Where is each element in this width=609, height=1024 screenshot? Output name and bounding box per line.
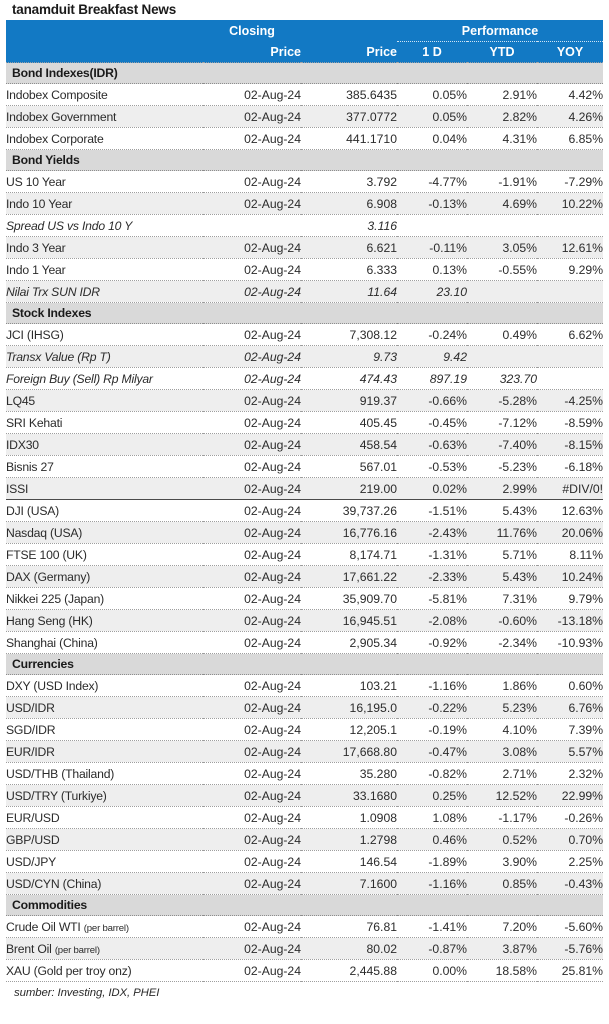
table-row bbox=[6, 566, 603, 588]
table-row bbox=[6, 412, 603, 434]
row-yoy: -6.18% bbox=[537, 456, 603, 478]
section-header-row bbox=[6, 654, 603, 675]
row-yoy: 4.26% bbox=[537, 106, 603, 128]
header-performance: Performance bbox=[397, 20, 603, 42]
header-1d: 1 D bbox=[397, 42, 467, 63]
table-row bbox=[6, 960, 603, 982]
row-label: USD/TRY (Turkiye) bbox=[6, 785, 203, 807]
market-data-table bbox=[6, 20, 603, 982]
row-yoy: 7.39% bbox=[537, 719, 603, 741]
row-label: DXY (USD Index) bbox=[6, 675, 203, 697]
header-row-top bbox=[6, 20, 603, 42]
row-1d: 897.19 bbox=[397, 368, 467, 390]
row-1d: 9.42 bbox=[397, 346, 467, 368]
row-1d: -0.63% bbox=[397, 434, 467, 456]
row-price: 3.792 bbox=[301, 171, 397, 193]
row-price: 146.54 bbox=[301, 851, 397, 873]
row-ytd: 4.69% bbox=[467, 193, 537, 215]
table-row bbox=[6, 84, 603, 106]
table-row bbox=[6, 522, 603, 544]
row-date: 02-Aug-24 bbox=[203, 675, 301, 697]
row-price: 2,445.88 bbox=[301, 960, 397, 982]
row-price: 35,909.70 bbox=[301, 588, 397, 610]
table-row bbox=[6, 390, 603, 412]
row-ytd: 2.71% bbox=[467, 763, 537, 785]
row-ytd: 7.31% bbox=[467, 588, 537, 610]
row-ytd: 0.49% bbox=[467, 324, 537, 346]
row-label bbox=[6, 916, 203, 938]
row-label: USD/IDR bbox=[6, 697, 203, 719]
row-ytd: 0.85% bbox=[467, 873, 537, 895]
row-label: IDX30 bbox=[6, 434, 203, 456]
row-yoy: 6.62% bbox=[537, 324, 603, 346]
row-label bbox=[6, 938, 203, 960]
row-ytd: -1.17% bbox=[467, 807, 537, 829]
page-title: tanamduit Breakfast News bbox=[12, 2, 177, 17]
row-ytd: -5.23% bbox=[467, 456, 537, 478]
table-row bbox=[6, 259, 603, 281]
row-label: DAX (Germany) bbox=[6, 566, 203, 588]
row-label: JCI (IHSG) bbox=[6, 324, 203, 346]
row-ytd: 323.70 bbox=[467, 368, 537, 390]
table-row bbox=[6, 106, 603, 128]
row-date: 02-Aug-24 bbox=[203, 478, 301, 500]
row-price: 7,308.12 bbox=[301, 324, 397, 346]
row-1d: 0.05% bbox=[397, 106, 467, 128]
row-yoy: 6.76% bbox=[537, 697, 603, 719]
row-1d: -1.89% bbox=[397, 851, 467, 873]
row-date: 02-Aug-24 bbox=[203, 588, 301, 610]
table-row bbox=[6, 588, 603, 610]
row-1d: -4.77% bbox=[397, 171, 467, 193]
table-row bbox=[6, 171, 603, 193]
row-yoy: 12.63% bbox=[537, 500, 603, 522]
row-label: Indobex Government bbox=[6, 106, 203, 128]
row-1d: -0.53% bbox=[397, 456, 467, 478]
row-yoy: -8.59% bbox=[537, 412, 603, 434]
row-price: 35.280 bbox=[301, 763, 397, 785]
row-yoy: 0.70% bbox=[537, 829, 603, 851]
row-yoy: -10.93% bbox=[537, 632, 603, 654]
row-date: 02-Aug-24 bbox=[203, 785, 301, 807]
row-date: 02-Aug-24 bbox=[203, 873, 301, 895]
table-row bbox=[6, 873, 603, 895]
row-1d: 23.10 bbox=[397, 281, 467, 303]
row-1d: -0.13% bbox=[397, 193, 467, 215]
row-date: 02-Aug-24 bbox=[203, 851, 301, 873]
row-label: Indo 3 Year bbox=[6, 237, 203, 259]
table-row bbox=[6, 346, 603, 368]
row-date: 02-Aug-24 bbox=[203, 281, 301, 303]
row-price: 474.43 bbox=[301, 368, 397, 390]
table-row bbox=[6, 741, 603, 763]
table-row bbox=[6, 785, 603, 807]
row-label: SRI Kehati bbox=[6, 412, 203, 434]
table-row bbox=[6, 478, 603, 500]
row-label: DJI (USA) bbox=[6, 500, 203, 522]
row-label: Nikkei 225 (Japan) bbox=[6, 588, 203, 610]
table-row bbox=[6, 456, 603, 478]
row-yoy bbox=[537, 346, 603, 368]
row-price: 385.6435 bbox=[301, 84, 397, 106]
row-1d: -0.24% bbox=[397, 324, 467, 346]
table-row bbox=[6, 544, 603, 566]
row-ytd bbox=[467, 215, 537, 237]
row-date: 02-Aug-24 bbox=[203, 566, 301, 588]
row-ytd: -0.55% bbox=[467, 259, 537, 281]
row-1d: -1.31% bbox=[397, 544, 467, 566]
row-price: 33.1680 bbox=[301, 785, 397, 807]
header-row-bottom bbox=[6, 42, 603, 63]
row-price: 16,776.16 bbox=[301, 522, 397, 544]
row-ytd bbox=[467, 346, 537, 368]
row-price: 377.0772 bbox=[301, 106, 397, 128]
row-ytd: -1.91% bbox=[467, 171, 537, 193]
row-date: 02-Aug-24 bbox=[203, 763, 301, 785]
row-label: Bisnis 27 bbox=[6, 456, 203, 478]
row-label: Nasdaq (USA) bbox=[6, 522, 203, 544]
row-date: 02-Aug-24 bbox=[203, 84, 301, 106]
row-date bbox=[203, 215, 301, 237]
row-1d: 0.13% bbox=[397, 259, 467, 281]
row-label: GBP/USD bbox=[6, 829, 203, 851]
row-price: 17,661.22 bbox=[301, 566, 397, 588]
row-1d: -0.66% bbox=[397, 390, 467, 412]
row-1d: -0.22% bbox=[397, 697, 467, 719]
row-yoy: 8.11% bbox=[537, 544, 603, 566]
row-label: SGD/IDR bbox=[6, 719, 203, 741]
row-1d: -1.16% bbox=[397, 675, 467, 697]
table-row bbox=[6, 719, 603, 741]
row-yoy: 2.25% bbox=[537, 851, 603, 873]
row-1d bbox=[397, 215, 467, 237]
row-price: 9.73 bbox=[301, 346, 397, 368]
section-title: Stock Indexes bbox=[6, 303, 603, 324]
section-title: Currencies bbox=[6, 654, 603, 675]
row-1d: 0.02% bbox=[397, 478, 467, 500]
row-date: 02-Aug-24 bbox=[203, 106, 301, 128]
table-row bbox=[6, 675, 603, 697]
table-row bbox=[6, 829, 603, 851]
row-date: 02-Aug-24 bbox=[203, 960, 301, 982]
row-yoy: -0.26% bbox=[537, 807, 603, 829]
row-price: 458.54 bbox=[301, 434, 397, 456]
section-title: Bond Yields bbox=[6, 150, 603, 171]
row-label: FTSE 100 (UK) bbox=[6, 544, 203, 566]
row-price: 11.64 bbox=[301, 281, 397, 303]
row-date: 02-Aug-24 bbox=[203, 390, 301, 412]
row-yoy: 20.06% bbox=[537, 522, 603, 544]
row-ytd: 4.10% bbox=[467, 719, 537, 741]
row-yoy: 9.79% bbox=[537, 588, 603, 610]
row-date: 02-Aug-24 bbox=[203, 346, 301, 368]
header-blank bbox=[6, 20, 203, 42]
row-yoy: -13.18% bbox=[537, 610, 603, 632]
row-1d: -0.11% bbox=[397, 237, 467, 259]
header-blank-2 bbox=[301, 20, 397, 42]
row-date: 02-Aug-24 bbox=[203, 171, 301, 193]
row-price: 2,905.34 bbox=[301, 632, 397, 654]
row-label: Spread US vs Indo 10 Y bbox=[6, 215, 203, 237]
row-ytd: -7.12% bbox=[467, 412, 537, 434]
row-1d: -0.45% bbox=[397, 412, 467, 434]
row-date: 02-Aug-24 bbox=[203, 938, 301, 960]
row-yoy: -4.25% bbox=[537, 390, 603, 412]
row-ytd: 12.52% bbox=[467, 785, 537, 807]
row-label: USD/THB (Thailand) bbox=[6, 763, 203, 785]
row-1d: -5.81% bbox=[397, 588, 467, 610]
table-row bbox=[6, 697, 603, 719]
row-yoy: 4.42% bbox=[537, 84, 603, 106]
row-1d: 0.05% bbox=[397, 84, 467, 106]
section-title: Commodities bbox=[6, 895, 603, 916]
row-yoy: 9.29% bbox=[537, 259, 603, 281]
row-1d: -1.41% bbox=[397, 916, 467, 938]
header-closing: Closing bbox=[203, 20, 301, 42]
row-label: EUR/USD bbox=[6, 807, 203, 829]
row-label: US 10 Year bbox=[6, 171, 203, 193]
row-price: 405.45 bbox=[301, 412, 397, 434]
row-date: 02-Aug-24 bbox=[203, 697, 301, 719]
row-yoy: 10.22% bbox=[537, 193, 603, 215]
table-row bbox=[6, 324, 603, 346]
row-label: XAU (Gold per troy onz) bbox=[6, 960, 203, 982]
row-ytd: -2.34% bbox=[467, 632, 537, 654]
row-yoy: 0.60% bbox=[537, 675, 603, 697]
table-body bbox=[6, 63, 603, 982]
row-label: Indo 10 Year bbox=[6, 193, 203, 215]
row-yoy: 12.61% bbox=[537, 237, 603, 259]
row-price: 39,737.26 bbox=[301, 500, 397, 522]
row-1d: 0.25% bbox=[397, 785, 467, 807]
row-price: 6.908 bbox=[301, 193, 397, 215]
table-row bbox=[6, 807, 603, 829]
row-price: 12,205.1 bbox=[301, 719, 397, 741]
row-ytd: 0.52% bbox=[467, 829, 537, 851]
row-date: 02-Aug-24 bbox=[203, 412, 301, 434]
row-1d: -1.51% bbox=[397, 500, 467, 522]
row-yoy: -7.29% bbox=[537, 171, 603, 193]
row-label-main: Crude Oil WTI bbox=[6, 919, 84, 934]
table-row bbox=[6, 237, 603, 259]
row-label: USD/CYN (China) bbox=[6, 873, 203, 895]
row-price: 7.1600 bbox=[301, 873, 397, 895]
row-price: 16,195.0 bbox=[301, 697, 397, 719]
section-title: Bond Indexes(IDR) bbox=[6, 63, 603, 84]
source-note: sumber: Investing, IDX, PHEI bbox=[14, 987, 160, 999]
row-date: 02-Aug-24 bbox=[203, 259, 301, 281]
row-ytd bbox=[467, 281, 537, 303]
row-price: 919.37 bbox=[301, 390, 397, 412]
row-1d: -1.16% bbox=[397, 873, 467, 895]
row-yoy bbox=[537, 368, 603, 390]
table-row bbox=[6, 938, 603, 960]
row-date: 02-Aug-24 bbox=[203, 193, 301, 215]
table-row bbox=[6, 215, 603, 237]
row-date: 02-Aug-24 bbox=[203, 807, 301, 829]
row-yoy: -0.43% bbox=[537, 873, 603, 895]
row-date: 02-Aug-24 bbox=[203, 544, 301, 566]
table-row bbox=[6, 610, 603, 632]
row-label: Indo 1 Year bbox=[6, 259, 203, 281]
row-date: 02-Aug-24 bbox=[203, 237, 301, 259]
row-label: ISSI bbox=[6, 478, 203, 500]
table-header bbox=[6, 20, 603, 63]
row-yoy: 6.85% bbox=[537, 128, 603, 150]
table-row bbox=[6, 368, 603, 390]
row-date: 02-Aug-24 bbox=[203, 456, 301, 478]
row-1d: -0.92% bbox=[397, 632, 467, 654]
row-price: 80.02 bbox=[301, 938, 397, 960]
row-price: 567.01 bbox=[301, 456, 397, 478]
header-yoy: YOY bbox=[537, 42, 603, 63]
row-price: 219.00 bbox=[301, 478, 397, 500]
row-ytd: 5.43% bbox=[467, 500, 537, 522]
header-date-price: Price bbox=[203, 42, 301, 63]
row-price: 1.0908 bbox=[301, 807, 397, 829]
row-price: 1.2798 bbox=[301, 829, 397, 851]
row-ytd: 3.90% bbox=[467, 851, 537, 873]
row-1d: 0.46% bbox=[397, 829, 467, 851]
row-yoy: -8.15% bbox=[537, 434, 603, 456]
row-label: Indobex Composite bbox=[6, 84, 203, 106]
row-ytd: 3.08% bbox=[467, 741, 537, 763]
row-price: 16,945.51 bbox=[301, 610, 397, 632]
header-blank-3 bbox=[6, 42, 203, 63]
section-header-row bbox=[6, 63, 603, 84]
row-date: 02-Aug-24 bbox=[203, 128, 301, 150]
row-ytd: -7.40% bbox=[467, 434, 537, 456]
row-yoy: 5.57% bbox=[537, 741, 603, 763]
table-row bbox=[6, 434, 603, 456]
row-price: 3.116 bbox=[301, 215, 397, 237]
row-label-main: Brent Oil bbox=[6, 941, 55, 956]
table-row bbox=[6, 193, 603, 215]
row-label-unit: (per barrel) bbox=[54, 944, 100, 956]
row-label: Hang Seng (HK) bbox=[6, 610, 203, 632]
row-date: 02-Aug-24 bbox=[203, 916, 301, 938]
row-price: 6.333 bbox=[301, 259, 397, 281]
row-yoy: 10.24% bbox=[537, 566, 603, 588]
row-price: 103.21 bbox=[301, 675, 397, 697]
row-date: 02-Aug-24 bbox=[203, 522, 301, 544]
row-ytd: 1.86% bbox=[467, 675, 537, 697]
row-label: LQ45 bbox=[6, 390, 203, 412]
section-header-row bbox=[6, 895, 603, 916]
row-date: 02-Aug-24 bbox=[203, 324, 301, 346]
row-price: 8,174.71 bbox=[301, 544, 397, 566]
row-label: Foreign Buy (Sell) Rp Milyar bbox=[6, 368, 203, 390]
row-1d: 0.04% bbox=[397, 128, 467, 150]
row-ytd: 3.87% bbox=[467, 938, 537, 960]
row-label-unit: (per barrel) bbox=[83, 922, 129, 934]
table-row bbox=[6, 763, 603, 785]
table-row bbox=[6, 632, 603, 654]
section-header-row bbox=[6, 150, 603, 171]
row-date: 02-Aug-24 bbox=[203, 610, 301, 632]
header-price: Price bbox=[301, 42, 397, 63]
section-header-row bbox=[6, 303, 603, 324]
row-date: 02-Aug-24 bbox=[203, 829, 301, 851]
row-ytd: -0.60% bbox=[467, 610, 537, 632]
row-date: 02-Aug-24 bbox=[203, 632, 301, 654]
table-row bbox=[6, 500, 603, 522]
row-ytd: 5.71% bbox=[467, 544, 537, 566]
row-label: Transx Value (Rp T) bbox=[6, 346, 203, 368]
row-price: 441.1710 bbox=[301, 128, 397, 150]
row-label: USD/JPY bbox=[6, 851, 203, 873]
row-ytd: 3.05% bbox=[467, 237, 537, 259]
row-ytd: 18.58% bbox=[467, 960, 537, 982]
row-yoy: #DIV/0! bbox=[537, 478, 603, 500]
row-1d: -2.33% bbox=[397, 566, 467, 588]
row-date: 02-Aug-24 bbox=[203, 434, 301, 456]
row-label: Nilai Trx SUN IDR bbox=[6, 281, 203, 303]
row-yoy: 22.99% bbox=[537, 785, 603, 807]
row-1d: -0.47% bbox=[397, 741, 467, 763]
row-ytd: 5.23% bbox=[467, 697, 537, 719]
row-ytd: 2.91% bbox=[467, 84, 537, 106]
row-1d: 1.08% bbox=[397, 807, 467, 829]
row-yoy: 2.32% bbox=[537, 763, 603, 785]
row-1d: -2.08% bbox=[397, 610, 467, 632]
row-ytd: 2.99% bbox=[467, 478, 537, 500]
row-label: Indobex Corporate bbox=[6, 128, 203, 150]
row-ytd: 7.20% bbox=[467, 916, 537, 938]
table-row bbox=[6, 916, 603, 938]
row-date: 02-Aug-24 bbox=[203, 741, 301, 763]
header-ytd: YTD bbox=[467, 42, 537, 63]
row-price: 6.621 bbox=[301, 237, 397, 259]
row-1d: -0.19% bbox=[397, 719, 467, 741]
row-yoy: 25.81% bbox=[537, 960, 603, 982]
table-row bbox=[6, 281, 603, 303]
row-price: 17,668.80 bbox=[301, 741, 397, 763]
row-ytd: 4.31% bbox=[467, 128, 537, 150]
row-1d: -0.87% bbox=[397, 938, 467, 960]
row-ytd: 5.43% bbox=[467, 566, 537, 588]
table-row bbox=[6, 128, 603, 150]
row-price: 76.81 bbox=[301, 916, 397, 938]
row-date: 02-Aug-24 bbox=[203, 500, 301, 522]
row-1d: -0.82% bbox=[397, 763, 467, 785]
row-date: 02-Aug-24 bbox=[203, 719, 301, 741]
row-date: 02-Aug-24 bbox=[203, 368, 301, 390]
row-ytd: -5.28% bbox=[467, 390, 537, 412]
row-yoy: -5.76% bbox=[537, 938, 603, 960]
row-yoy: -5.60% bbox=[537, 916, 603, 938]
row-1d: 0.00% bbox=[397, 960, 467, 982]
row-yoy bbox=[537, 215, 603, 237]
row-label: Shanghai (China) bbox=[6, 632, 203, 654]
row-ytd: 11.76% bbox=[467, 522, 537, 544]
table-row bbox=[6, 851, 603, 873]
row-ytd: 2.82% bbox=[467, 106, 537, 128]
row-label: EUR/IDR bbox=[6, 741, 203, 763]
row-1d: -2.43% bbox=[397, 522, 467, 544]
row-yoy bbox=[537, 281, 603, 303]
